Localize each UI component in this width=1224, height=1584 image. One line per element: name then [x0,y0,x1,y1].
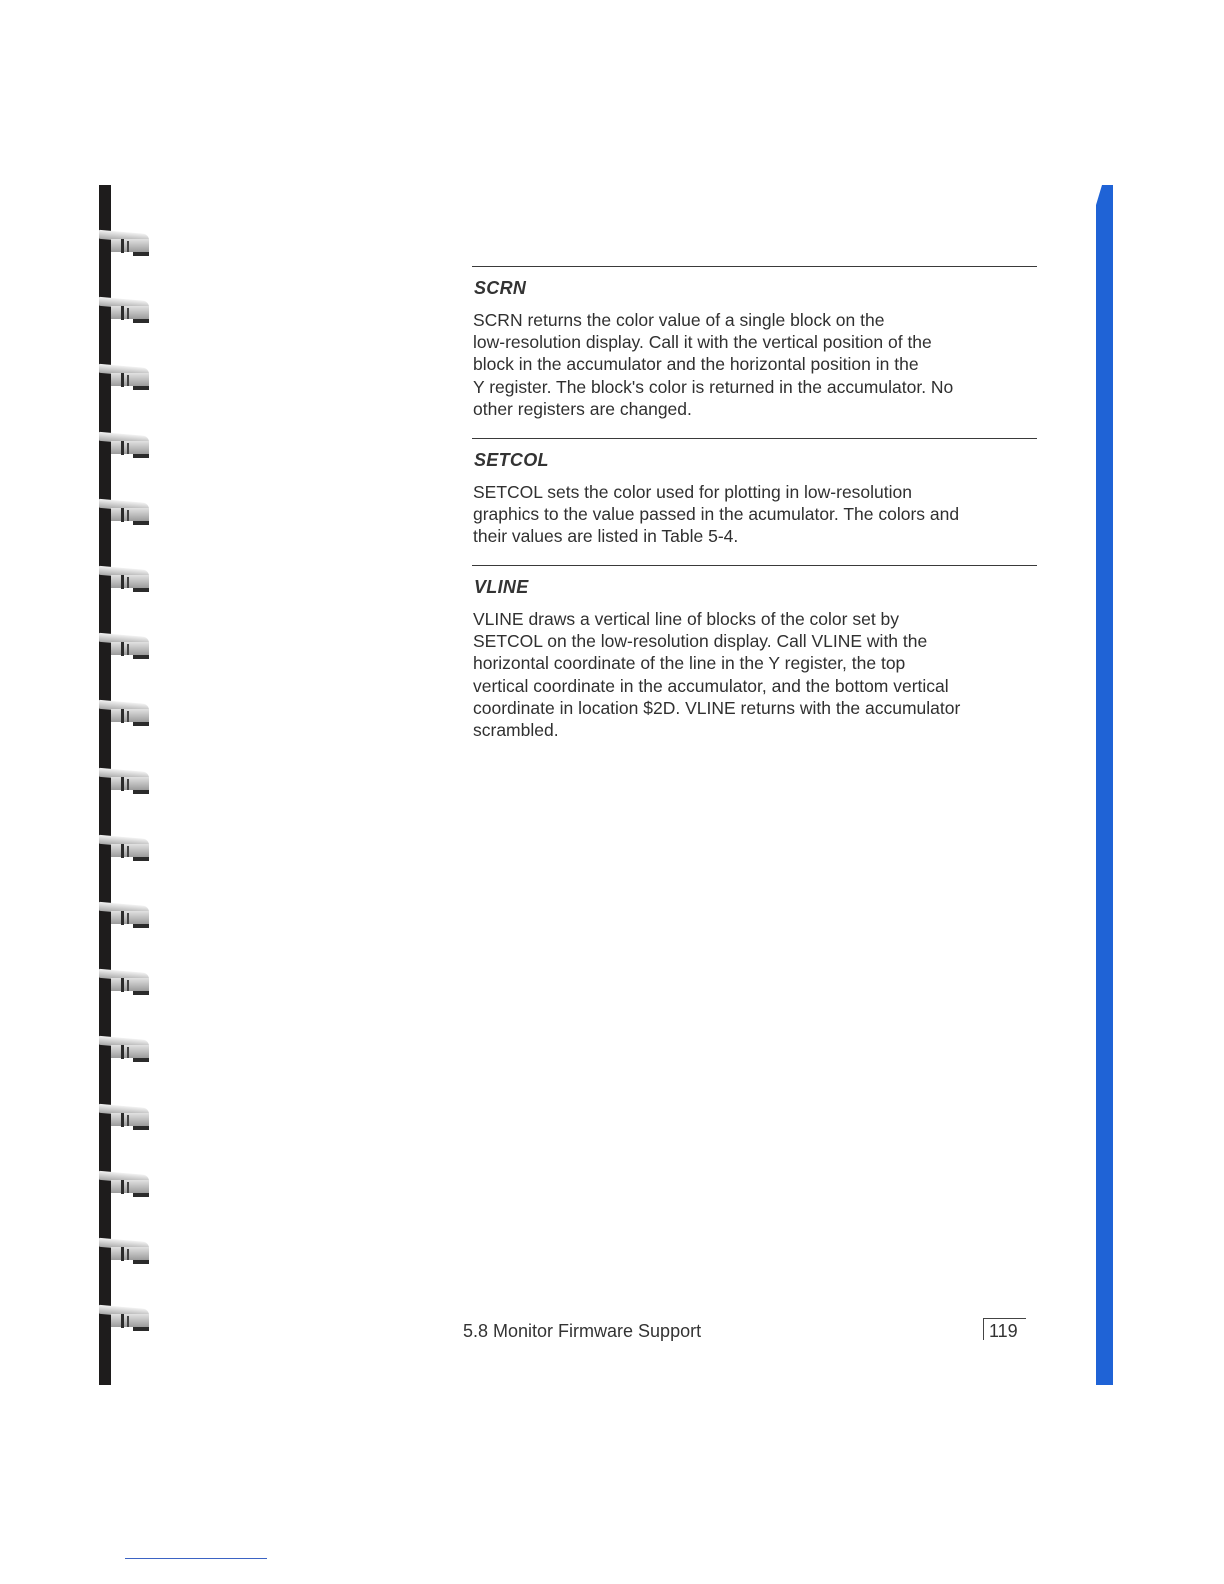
binding-coil [99,904,151,934]
section-body: SCRN returns the color value of a single block on the low-resolution display. Call it with the vertical position of the block in the accumulator and the horizontal position in the Y register. The block's color is returned in the accumulator. No other registers are changed. [473,310,954,419]
page-number: 119 [983,1318,1026,1340]
binding-coil [99,1240,151,1270]
section-heading: SCRN [474,278,527,298]
binding-coil [99,1106,151,1136]
section-scrn [472,266,1037,438]
page-content [472,266,1037,766]
bottom-rule [125,1558,267,1559]
binding-coil [99,299,151,329]
binding-coil [99,1173,151,1203]
binding-coil [99,971,151,1001]
binding-coil [99,635,151,665]
section-heading: VLINE [474,577,529,597]
binding-coil [99,702,151,732]
binding-coil [99,501,151,531]
section-vline [472,565,1037,766]
binding-coil [99,770,151,800]
footer-section-title: 5.8 Monitor Firmware Support [463,1321,702,1341]
spiral-binding-coils [99,185,159,1385]
binding-coil [99,434,151,464]
section-setcol [472,438,1037,565]
binding-coil [99,366,151,396]
page-edge-blue-tab [1096,185,1113,1385]
binding-coil [99,568,151,598]
binding-coil [99,1038,151,1068]
binding-coil [99,232,151,262]
section-body: VLINE draws a vertical line of blocks of the color set by SETCOL on the low-resolution display. Call VLINE with the horizontal coordinate of the line in the Y register, the top vertical coordinate in the accumulator, and the bottom vertical coordinate in location $2D. VLINE returns with the accumulator scrambled. [473,609,961,741]
section-heading: SETCOL [474,450,549,470]
binding-coil [99,1307,151,1337]
binding-coil [99,837,151,867]
section-body: SETCOL sets the color used for plotting in low-resolution graphics to the value passed in the acumulator. The colors and their values are listed in Table 5-4. [473,482,960,547]
